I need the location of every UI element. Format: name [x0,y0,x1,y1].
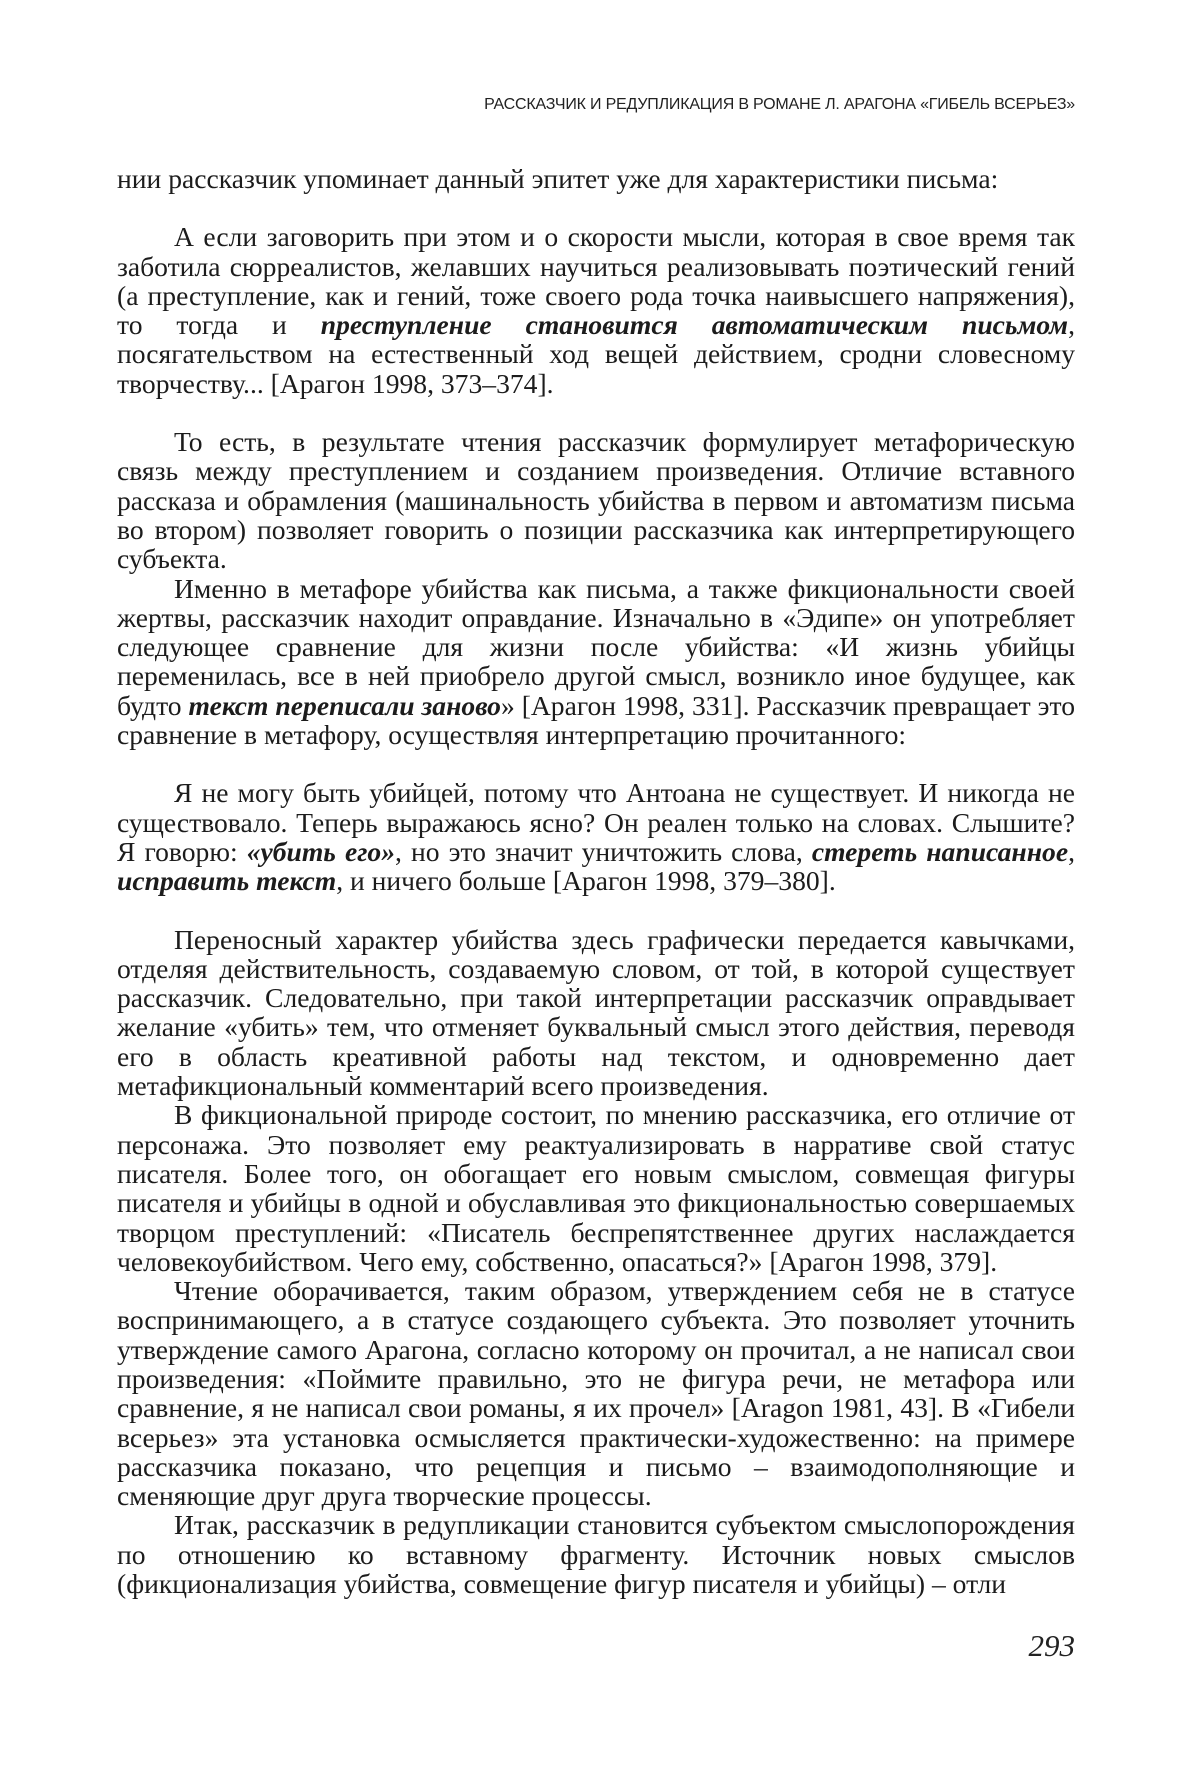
emphasis: стереть написанное [811,835,1069,867]
paragraph [117,1510,1075,1598]
page-number: 293 [1028,1628,1075,1663]
paragraph [117,427,1075,573]
paragraph [117,1100,1075,1276]
book-page [117,0,1075,1784]
text-run: , [1068,835,1075,867]
emphasis: «убить его» [246,835,396,867]
text-run: Чтение оборачивается, таким образом, утверждением себя не в статусе воспринимающего, а в статусе создающего субъекта. Это позволяет уточнить утверждение самого Арагона, согласно которому он прочитал, а не написал свои произведения: «Поймите правильно, это не фигура речи, не метафора или сравнение, я не написал свои романы, я их прочел» [Aragon 1981, 43]. В «Гибели всерьез» эта установка осмысляется практически-художественно: на примере рассказчика показано, что рецепция и письмо – взаимодополняющие и сменяющие друг друга творческие процессы. [117,1275,1075,1512]
text-run: Переносный характер убийства здесь графически передается кавычками, отделяя действительность, создаваемую словом, от той, в которой существует рассказчик. Следовательно, при такой интерпретации рассказчик оправдывает желание «убить» тем, что отменяет буквальный смысл этого действия, переводя его в область креативной работы над текстом, и одновременно дает метафикциональный комментарий всего произведения. [117,923,1075,1102]
paragraph [117,574,1075,750]
block-quote [117,778,1075,895]
article-body [117,164,1075,1598]
emphasis: исправить текст [117,865,337,897]
running-head: РАССКАЗЧИК И РЕДУПЛИКАЦИЯ В РОМАНЕ Л. АРАГОНА «ГИБЕЛЬ ВСЕРЬЕЗ» [484,96,1075,113]
text-run: В фикциональной природе состоит, по мнению рассказчика, его отличие от персонажа. Это позволяет ему реактуализировать в нарративе свой статус писателя. Более того, он обогащает его новым смыслом, совмещая фигуры писателя и убийцы в одной и обуславливая это фикциональностью совершаемых творцом преступлений: «Писатель беспрепятственнее других наслаждается человекоубийством. Чего ему, собственно, опасаться?» [Арагон 1998, 379]. [117,1099,1075,1277]
text-run: Итак, рассказчик в редупликации становится субъектом смыслопорождения по отношению ко вставному фрагменту. Источник новых смыслов (фикционализация убийства, совмещение фигур писателя и убийцы) – отли [117,1509,1075,1600]
block-quote [117,222,1075,398]
emphasis: текст переписали заново [188,689,501,721]
paragraph [117,164,1075,193]
text-run: То есть, в результате чтения рассказчик формулирует метафорическую связь между преступлением и созданием произведения. Отличие вставного рассказа и обрамления (машинальность убийства в первом и автоматизм письма во втором) позволяет говорить о позиции рассказчика как интерпретирующего субъекта. [117,426,1075,575]
text-run: » [Арагон 1998, 331]. Рассказчик превращает это сравнение в метафору, осуществляя интерпретацию прочитанного: [117,689,1075,751]
text-run: А если заговорить при этом и о скорости мысли, которая в свое время так заботила сюрреалистов, желавших научиться реализовывать поэтический гений (а преступление, как и гений, тоже своего рода точка наивысшего напряжения), то тогда и [117,221,1075,341]
paragraph [117,925,1075,1101]
emphasis: преступление становится автоматическим письмом [320,309,1069,341]
text-run: нии рассказчик упоминает данный эпитет уже для характеристики письма: [117,163,999,194]
text-run: , посягательством на естественный ход вещей действием, сродни словесному творчеству... [Арагон 1998, 373–374]. [117,309,1075,399]
text-run: , но это значит уничтожить слова, [395,835,812,867]
text-run: Именно в метафоре убийства как письма, а также фикциональности своей жертвы, рассказчик находит оправдание. Изначально в «Эдипе» он употребляет следующее сравнение для жизни после убийства: «И жизнь убийцы переменилась, все в ней приобрело другой смысл, возникло иное будущее, как будто [117,572,1075,721]
text-run: Я не могу быть убийцей, потому что Антоана не существует. И никогда не существовало. Теперь выражаюсь ясно? Он реален только на словах. Слышите? Я говорю: [117,777,1075,867]
text-run: , и ничего больше [Арагон 1998, 379–380]. [336,865,836,897]
paragraph [117,1276,1075,1510]
